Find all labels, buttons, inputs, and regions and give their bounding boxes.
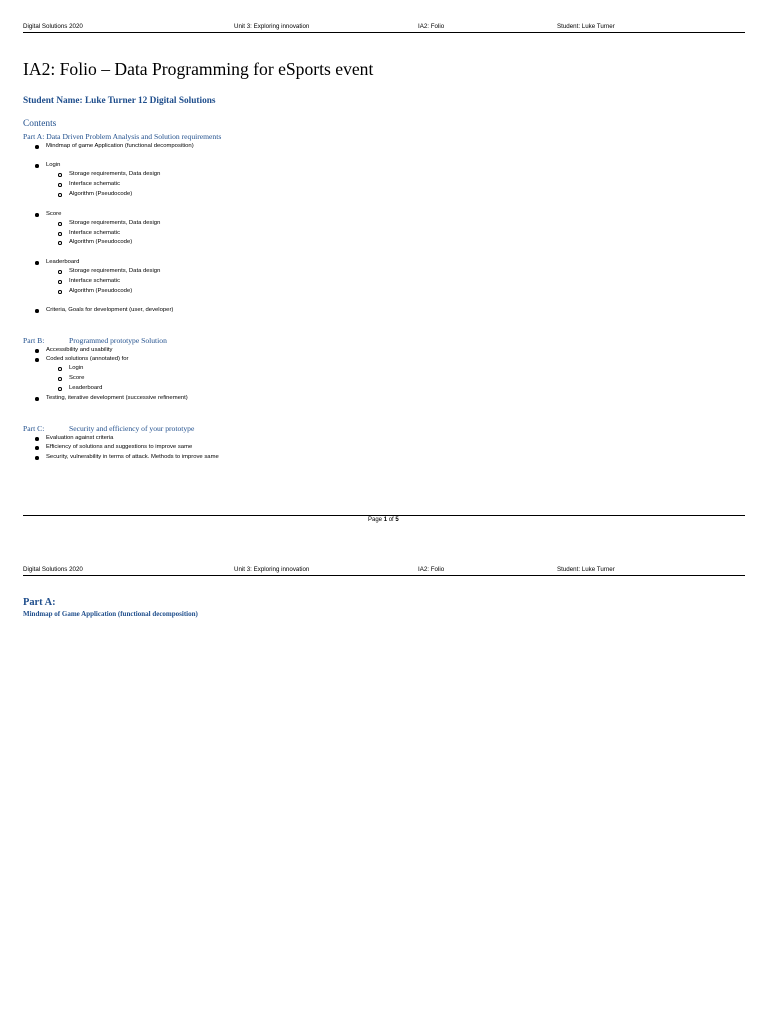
bullet-icon	[35, 309, 39, 313]
page2-subheading: Mindmap of Game Application (functional decomposition)	[23, 610, 198, 618]
header-course: Digital Solutions 2020	[23, 23, 83, 30]
header-course: Digital Solutions 2020	[23, 566, 83, 573]
part-a-label: Part A:	[23, 132, 45, 141]
header-student: Student: Luke Turner	[557, 23, 615, 30]
sub-bullet-icon	[58, 241, 62, 245]
list-item: Security, vulnerability in terms of attack. Methods to improve same	[46, 454, 219, 460]
sub-bullet-icon	[58, 193, 62, 197]
list-item: Criteria, Goals for development (user, developer)	[46, 307, 174, 313]
bullet-icon	[35, 446, 39, 450]
sub-bullet-icon	[58, 173, 62, 177]
page-current: 1	[383, 517, 388, 523]
sub-list-item: Login	[69, 365, 84, 371]
page2-part-a-heading: Part A:	[23, 597, 56, 608]
sub-list-item: Storage requirements, Data design	[69, 171, 161, 177]
part-a-title: Data Driven Problem Analysis and Solution requirements	[46, 132, 222, 141]
sub-list-item: Interface schematic	[69, 230, 121, 236]
part-c-heading	[23, 424, 195, 433]
page-word: Page	[368, 517, 383, 523]
part-c-title: Security and efficiency of your prototype	[69, 424, 195, 433]
sub-bullet-icon	[58, 367, 62, 371]
page-number	[368, 517, 399, 523]
sub-bullet-icon	[58, 183, 62, 187]
sub-list-item: Algorithm (Pseudocode)	[69, 191, 133, 197]
list-item: Login	[46, 162, 61, 168]
sub-list-item: Storage requirements, Data design	[69, 220, 161, 226]
sub-list-item: Storage requirements, Data design	[69, 268, 161, 274]
sub-list-item: Algorithm (Pseudocode)	[69, 239, 133, 245]
header-task: IA2: Folio	[418, 23, 445, 30]
part-c-label: Part C:	[23, 424, 45, 433]
sub-bullet-icon	[58, 290, 62, 294]
sub-list-item: Interface schematic	[69, 278, 121, 284]
part-b-heading	[23, 336, 167, 345]
header-unit: Unit 3: Exploring innovation	[234, 23, 310, 30]
header-student: Student: Luke Turner	[557, 566, 615, 573]
bullet-icon	[35, 397, 39, 401]
part-a-heading	[23, 132, 221, 141]
bullet-icon	[35, 456, 39, 460]
footer-rule	[23, 515, 745, 516]
sub-bullet-icon	[58, 232, 62, 236]
list-item: Accessibility and usability	[46, 347, 113, 353]
sub-list-item: Score	[69, 375, 85, 381]
bullet-icon	[35, 349, 39, 353]
part-b-label: Part B:	[23, 336, 45, 345]
bullet-icon	[35, 164, 39, 168]
sub-bullet-icon	[58, 222, 62, 226]
sub-bullet-icon	[58, 270, 62, 274]
list-item: Efficiency of solutions and suggestions to improve same	[46, 444, 193, 450]
sub-list-item: Leaderboard	[69, 385, 103, 391]
list-item: Testing, iterative development (successive refinement)	[46, 395, 188, 401]
contents-heading: Contents	[23, 119, 57, 129]
document-title: IA2: Folio – Data Programming for eSports event	[23, 59, 374, 79]
of-word: of	[388, 517, 394, 523]
bullet-icon	[35, 358, 39, 362]
bullet-icon	[35, 213, 39, 217]
list-item: Mindmap of game Application (functional decomposition)	[46, 143, 194, 149]
sub-list-item: Algorithm (Pseudocode)	[69, 288, 133, 294]
list-item: Leaderboard	[46, 259, 80, 265]
header-task: IA2: Folio	[418, 566, 445, 573]
list-item: Evaluation against criteria	[46, 435, 114, 441]
header-unit: Unit 3: Exploring innovation	[234, 566, 310, 573]
page-total: 5	[395, 517, 399, 523]
bullet-icon	[35, 145, 39, 149]
list-item: Coded solutions (annotated) for	[46, 356, 129, 362]
sub-bullet-icon	[58, 280, 62, 284]
list-item: Score	[46, 211, 62, 217]
page2-header-rule	[23, 575, 745, 576]
sub-bullet-icon	[58, 377, 62, 381]
bullet-icon	[35, 261, 39, 265]
bullet-icon	[35, 437, 39, 441]
header-rule	[23, 32, 745, 33]
sub-bullet-icon	[58, 387, 62, 391]
sub-list-item: Interface schematic	[69, 181, 121, 187]
student-name: Student Name: Luke Turner 12 Digital Solutions	[23, 96, 216, 106]
part-b-title: Programmed prototype Solution	[69, 336, 167, 345]
